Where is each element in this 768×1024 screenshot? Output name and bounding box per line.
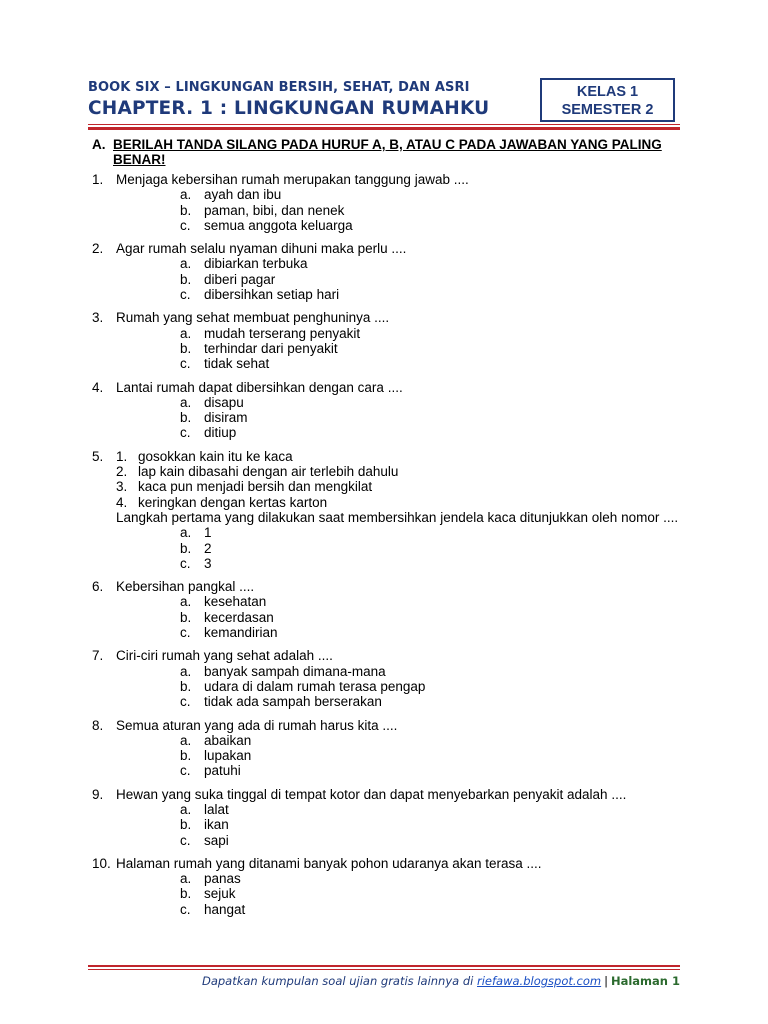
option-text: banyak sampah dimana-mana (204, 663, 386, 679)
answer-option[interactable] (180, 395, 688, 410)
answer-option[interactable] (180, 902, 688, 917)
question-item (92, 449, 692, 571)
question-item (92, 787, 692, 848)
option-text: kecerdasan (204, 609, 274, 625)
option-letter: c. (180, 287, 191, 303)
instruction (92, 137, 662, 167)
option-letter: b. (180, 748, 192, 764)
option-letter: c. (180, 425, 191, 441)
option-letter: b. (180, 540, 192, 556)
option-text: sejuk (204, 886, 236, 902)
option-letter: b. (180, 609, 192, 625)
question-body (116, 787, 688, 848)
option-letter: a. (180, 663, 192, 679)
class-semester-box (540, 78, 675, 122)
option-letter: a. (180, 256, 192, 272)
footer-divider-thin (88, 969, 680, 970)
step-text: lap kain dibasahi dengan air terlebih dahulu (138, 464, 399, 480)
step-number: 2. (116, 464, 128, 480)
question-text: Rumah yang sehat membuat penghuninya .... (116, 310, 390, 326)
option-letter: b. (180, 817, 192, 833)
option-text: tidak ada sampah berserakan (204, 694, 382, 710)
question-text: Ciri-ciri rumah yang sehat adalah .... (116, 648, 333, 664)
answer-option[interactable] (180, 425, 688, 440)
question-text: Halaman rumah yang ditanami banyak pohon udaranya akan terasa .... (116, 855, 542, 871)
question-item (92, 310, 692, 371)
answer-option[interactable] (180, 287, 688, 302)
answer-option[interactable] (180, 694, 688, 709)
option-letter: b. (180, 886, 192, 902)
question-text: Agar rumah selalu nyaman dihuni maka perlu .... (116, 241, 407, 257)
chapter-title: CHAPTER. 1 : LINGKUNGAN RUMAHKU (88, 98, 490, 119)
option-letter: b. (180, 410, 192, 426)
question-item (92, 648, 692, 709)
option-list (180, 525, 688, 571)
step-text: gosokkan kain itu ke kaca (138, 448, 293, 464)
question-text: Kebersihan pangkal .... (116, 579, 255, 595)
semester-label: SEMESTER 2 (561, 102, 654, 118)
question-body (116, 241, 688, 302)
book-title: BOOK SIX – LINGKUNGAN BERSIH, SEHAT, DAN ASRI (88, 80, 470, 95)
option-text: ikan (204, 817, 229, 833)
answer-option[interactable] (180, 610, 688, 625)
option-text: disapu (204, 394, 244, 410)
answer-option[interactable] (180, 886, 688, 901)
answer-option[interactable] (180, 272, 688, 287)
question-number: 8. (92, 717, 104, 733)
instruction-text: BERILAH TANDA SILANG PADA HURUF A, B, ATAU C PADA JAWABAN YANG PALING BENAR! (113, 137, 662, 167)
question-text: Langkah pertama yang dilakukan saat membersihkan jendela kaca ditunjukkan oleh nomor .... (116, 509, 679, 525)
answer-option[interactable] (180, 256, 688, 271)
question-item (92, 856, 692, 917)
option-text: 3 (204, 555, 212, 571)
option-letter: a. (180, 732, 192, 748)
option-text: kesehatan (204, 594, 267, 610)
option-text: patuhi (204, 763, 241, 779)
answer-option[interactable] (180, 356, 688, 371)
option-text: semua anggota keluarga (204, 217, 353, 233)
option-text: abaikan (204, 732, 252, 748)
answer-option[interactable] (180, 525, 688, 540)
answer-option[interactable] (180, 763, 688, 778)
footer-blog-link[interactable]: riefawa.blogspot.com (477, 974, 602, 988)
option-list (180, 395, 688, 441)
option-text: terhindar dari penyakit (204, 340, 338, 356)
question-number: 1. (92, 172, 104, 187)
step-item (116, 449, 688, 464)
question-number: 3. (92, 310, 104, 326)
instruction-letter: A. (92, 137, 106, 152)
question-body (116, 579, 688, 640)
option-list (180, 733, 688, 779)
answer-option[interactable] (180, 341, 688, 356)
answer-option[interactable] (180, 326, 688, 341)
option-letter: c. (180, 763, 191, 779)
option-letter: a. (180, 525, 192, 541)
footer (202, 974, 680, 988)
option-text: 2 (204, 540, 212, 556)
step-number: 4. (116, 494, 128, 510)
question-number: 2. (92, 241, 104, 257)
page-number: Halaman 1 (610, 974, 680, 988)
footer-separator: | (604, 974, 608, 988)
question-text: Lantai rumah dapat dibersihkan dengan cara .... (116, 379, 403, 395)
step-number: 1. (116, 448, 128, 464)
question-item (92, 579, 692, 640)
answer-option[interactable] (180, 594, 688, 609)
question-body (116, 310, 688, 371)
header-divider-thick (88, 127, 680, 130)
question-item (92, 241, 692, 302)
answer-option[interactable] (180, 833, 688, 848)
option-text: lalat (204, 801, 229, 817)
question-body (116, 856, 688, 917)
option-text: dibersihkan setiap hari (204, 287, 340, 303)
answer-option[interactable] (180, 541, 688, 556)
footer-divider-thick (88, 965, 680, 967)
option-letter: a. (180, 325, 192, 341)
class-label: KELAS 1 (576, 84, 639, 100)
step-text: keringkan dengan kertas karton (138, 494, 328, 510)
option-letter: c. (180, 625, 191, 641)
question-body (116, 648, 688, 709)
answer-option[interactable] (180, 625, 688, 640)
question-text: Menjaga kebersihan rumah merupakan tanggung jawab .... (116, 172, 469, 187)
answer-option[interactable] (180, 871, 688, 886)
option-text: lupakan (204, 748, 252, 764)
step-item (116, 479, 688, 494)
question-body (116, 172, 688, 233)
question-number: 6. (92, 579, 104, 595)
step-text: kaca pun menjadi bersih dan mengkilat (138, 479, 373, 495)
option-list (180, 664, 688, 710)
answer-option[interactable] (180, 748, 688, 763)
header-divider-thin (88, 124, 680, 125)
option-text: hangat (204, 901, 246, 917)
option-letter: a. (180, 594, 192, 610)
answer-option[interactable] (180, 410, 688, 425)
question-number: 7. (92, 648, 104, 664)
option-letter: c. (180, 901, 191, 917)
option-letter: a. (180, 187, 192, 203)
answer-option[interactable] (180, 733, 688, 748)
answer-option[interactable] (180, 187, 688, 202)
option-letter: b. (180, 202, 192, 218)
option-letter: c. (180, 217, 191, 233)
option-text: kemandirian (204, 625, 278, 641)
option-text: ayah dan ibu (204, 187, 282, 203)
option-letter: c. (180, 832, 191, 848)
step-list (116, 449, 688, 510)
step-number: 3. (116, 479, 128, 495)
option-list (180, 326, 688, 372)
question-item (92, 380, 692, 441)
option-text: diberi pagar (204, 271, 276, 287)
question-number: 10. (92, 855, 111, 871)
answer-option[interactable] (180, 679, 688, 694)
question-body (116, 718, 688, 779)
footer-promo-text: Dapatkan kumpulan soal ujian gratis lainnya di (201, 974, 477, 988)
option-list (180, 802, 688, 848)
step-item (116, 464, 688, 479)
option-letter: c. (180, 555, 191, 571)
option-text: sapi (204, 832, 229, 848)
question-body (116, 380, 688, 441)
option-list (180, 594, 688, 640)
option-letter: a. (180, 801, 192, 817)
option-text: 1 (204, 525, 212, 541)
question-text: Hewan yang suka tinggal di tempat kotor dan dapat menyebarkan penyakit adalah .... (116, 786, 627, 802)
question-list (92, 172, 692, 925)
option-text: dibiarkan terbuka (204, 256, 308, 272)
question-number: 9. (92, 786, 104, 802)
option-text: paman, bibi, dan nenek (204, 202, 345, 218)
question-text: Semua aturan yang ada di rumah harus kita .... (116, 717, 398, 733)
answer-option[interactable] (180, 664, 688, 679)
option-letter: c. (180, 694, 191, 710)
option-letter: a. (180, 394, 192, 410)
option-text: udara di dalam rumah terasa pengap (204, 678, 426, 694)
option-letter: c. (180, 356, 191, 372)
option-letter: b. (180, 271, 192, 287)
question-number: 4. (92, 379, 104, 395)
option-text: tidak sehat (204, 356, 270, 372)
option-letter: b. (180, 340, 192, 356)
option-text: panas (204, 871, 241, 887)
question-item (92, 718, 692, 779)
answer-option[interactable] (180, 802, 688, 817)
option-letter: b. (180, 678, 192, 694)
option-list (180, 187, 688, 233)
step-item (116, 495, 688, 510)
option-text: disiram (204, 410, 248, 426)
question-number: 5. (92, 448, 104, 464)
option-list (180, 871, 688, 917)
question-item (92, 172, 692, 233)
option-text: mudah terserang penyakit (204, 325, 361, 341)
answer-option[interactable] (180, 218, 688, 233)
answer-option[interactable] (180, 203, 688, 218)
option-list (180, 256, 688, 302)
answer-option[interactable] (180, 817, 688, 832)
option-text: ditiup (204, 425, 237, 441)
answer-option[interactable] (180, 556, 688, 571)
question-body (116, 449, 688, 571)
option-letter: a. (180, 871, 192, 887)
